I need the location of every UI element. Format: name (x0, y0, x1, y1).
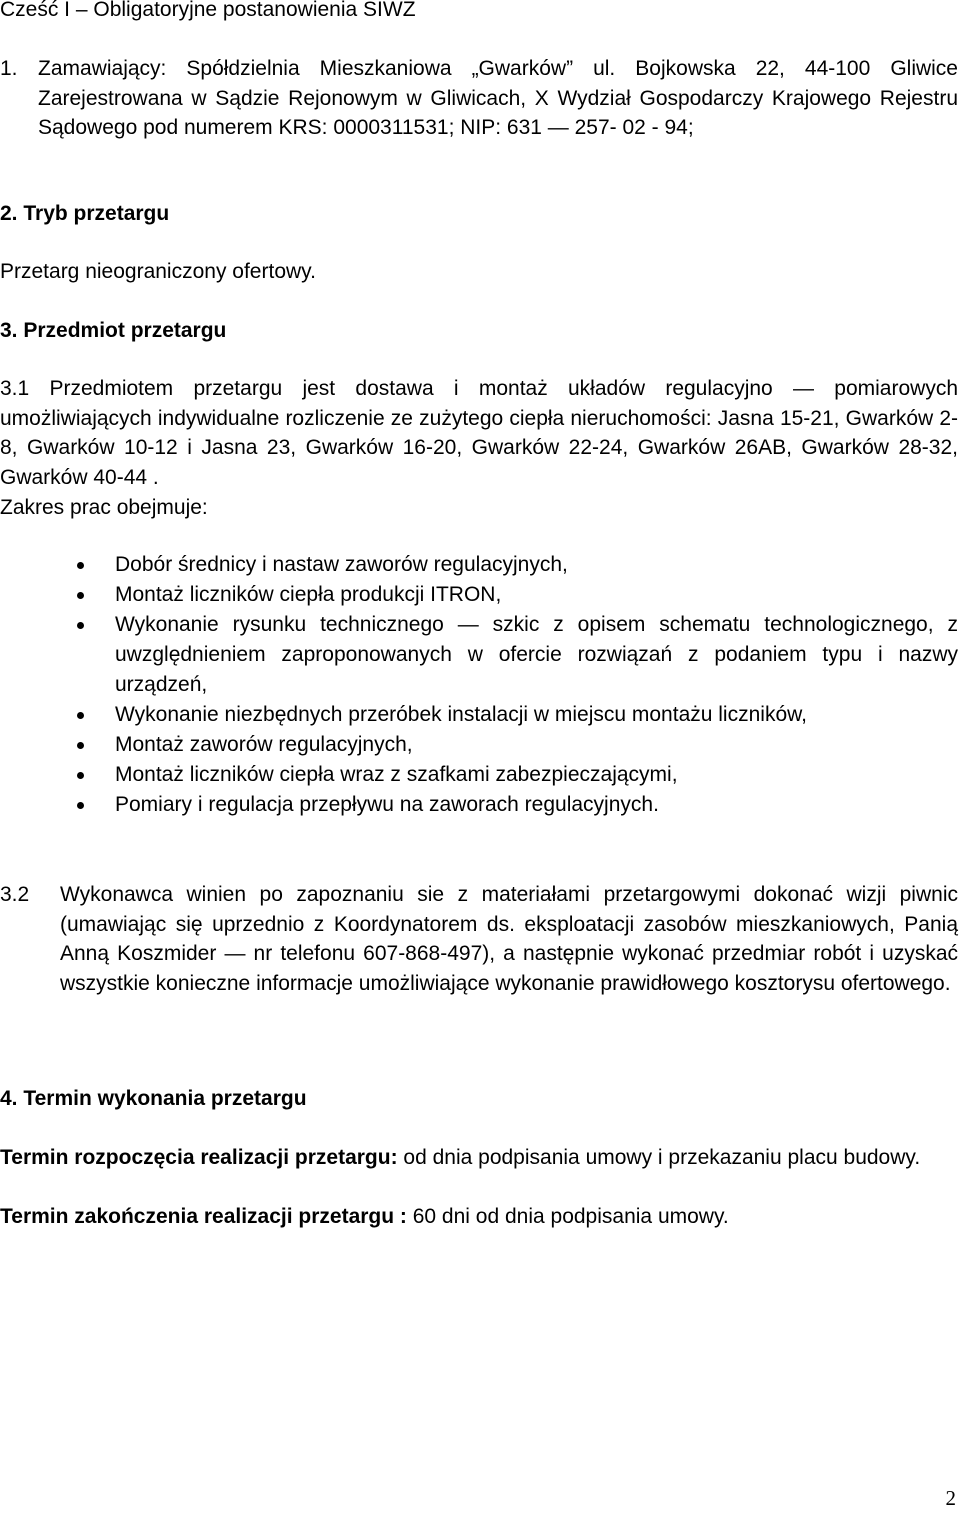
start-term (0, 1143, 958, 1173)
document-title: Cześć I – Obligatoryjne postanowienia SIWZ (0, 0, 416, 21)
list-item: Montaż liczników ciepła wraz z szafkami zabezpieczającymi, (0, 760, 958, 790)
section-3-2-text: Wykonawca winien po zapoznaniu sie z materiałami przetargowymi dokonać wizji piwnic (umawiając się uprzednio z Koordynatorem ds. eksploatacji zasobów mieszkaniowych, Panią Anną Koszmider — nr telefonu 607-868-497), a następnie wykonać przedmiar robót i uzyskać wszystkie konieczne informacje umożliwiające wykonanie prawidłowego kosztorysu ofertowego. (60, 883, 958, 995)
list-item: Wykonanie rysunku technicznego — szkic z opisem schematu technologicznego, z uwzględnieniem zaproponowanych w ofercie rozwiązań z podaniem typu i nazwy urządzeń, (0, 610, 958, 700)
bullet-icon (77, 742, 84, 749)
list-item: Dobór średnicy i nastaw zaworów regulacyjnych, (0, 550, 958, 580)
bullet-icon (77, 772, 84, 779)
section-1-number: 1. (0, 57, 18, 80)
list-item: Montaż zaworów regulacyjnych, (0, 730, 958, 760)
section-3-2-number: 3.2 (0, 883, 30, 906)
bullet-icon (77, 562, 84, 569)
start-term-label: Termin rozpoczęcia realizacji przetargu: (0, 1146, 398, 1169)
list-item: Pomiary i regulacja przepływu na zaworach regulacyjnych. (0, 790, 958, 820)
end-term-text: 60 dni od dnia podpisania umowy. (406, 1205, 729, 1228)
section-3-1-text: 3.1 Przedmiotem przetargu jest dostawa i montaż układów regulacyjno — pomiarowych umożliwiających indywidualne rozliczenie ze zużytego ciepła nieruchomości: Jasna 15-21, Gwarków 2-8, Gwarków 10-12 i Jasna 23, Gwarków 16-20, Gwarków 22-24, Gwarków 26AB, Gwarków 28-32, Gwarków 40-44 . (0, 377, 958, 489)
end-term (0, 1202, 958, 1232)
list-item: Montaż liczników ciepła produkcji ITRON, (0, 580, 958, 610)
page-number: 2 (945, 1486, 956, 1510)
bullet-icon (77, 592, 84, 599)
section-2-text: Przetarg nieograniczony ofertowy. (0, 260, 316, 283)
section-1-text: Zamawiający: Spółdzielnia Mieszkaniowa „Gwarków” ul. Bojkowska 22, 44-100 Gliwice Zarejestrowana w Sądzie Rejonowym w Gliwicach, X Wydział Gospodarczy Krajowego Rejestru Sądowego pod numerem KRS: 0000311531; NIP: 631 — 257- 02 - 94; (38, 57, 958, 140)
section-4-heading: 4. Termin wykonania przetargu (0, 1087, 307, 1110)
section-2-heading: 2. Tryb przetargu (0, 202, 170, 225)
start-term-text: od dnia podpisania umowy i przekazaniu placu budowy. (397, 1146, 921, 1169)
scope-list (0, 550, 958, 820)
end-term-label: Termin zakończenia realizacji przetargu : (0, 1205, 407, 1228)
list-item: Wykonanie niezbędnych przeróbek instalacji w miejscu montażu liczników, (0, 700, 958, 730)
scope-label: Zakres prac obejmuje: (0, 496, 208, 519)
bullet-icon (77, 802, 84, 809)
bullet-icon (77, 712, 84, 719)
section-1 (0, 54, 958, 143)
section-3-heading: 3. Przedmiot przetargu (0, 319, 227, 342)
section-3-2 (0, 880, 958, 998)
bullet-icon (77, 622, 84, 629)
